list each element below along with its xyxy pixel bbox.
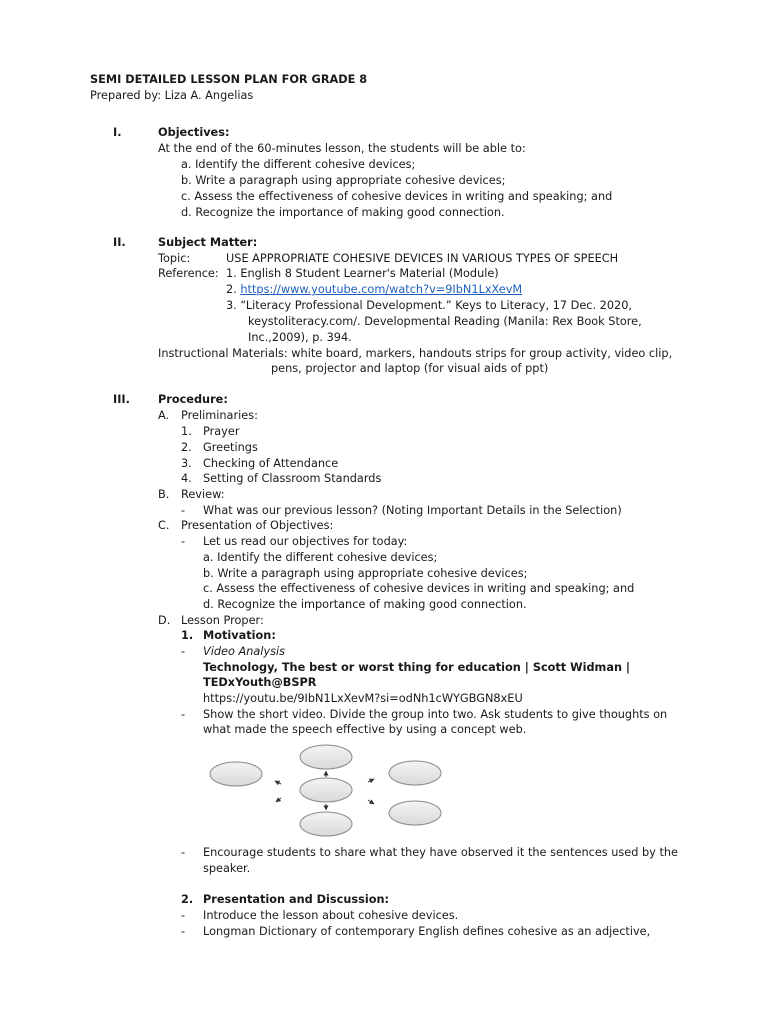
objective-item: b. Write a paragraph using appropriate cohesive devices; bbox=[203, 567, 528, 580]
concept-bubble-bottom bbox=[300, 812, 352, 836]
arrow-down-right bbox=[368, 800, 374, 804]
list-item: Setting of Classroom Standards bbox=[203, 472, 382, 485]
encourage-line-1: Encourage students to share what they have observed it the sentences used by the bbox=[203, 846, 678, 859]
introduce-lesson: Introduce the lesson about cohesive devices. bbox=[203, 909, 459, 922]
objective-item: a. Identify the different cohesive devices; bbox=[181, 158, 416, 171]
arrow-up-left bbox=[275, 781, 281, 784]
list-number: 3. bbox=[181, 457, 192, 470]
topic-text: USE APPROPRIATE COHESIVE DEVICES IN VARIOUS TYPES OF SPEECH bbox=[226, 252, 619, 265]
video-title-line-2: TEDxYouth@BSPR bbox=[203, 676, 317, 689]
concept-bubble-bottom-right bbox=[389, 801, 441, 825]
procedure-heading: Procedure: bbox=[158, 393, 228, 406]
list-number: 4. bbox=[181, 472, 192, 485]
materials-line-2: pens, projector and laptop (for visual aids of ppt) bbox=[271, 362, 549, 375]
step-letter: C. bbox=[158, 519, 170, 532]
objective-item: d. Recognize the importance of making good connection. bbox=[181, 206, 505, 219]
subject-matter-heading: Subject Matter: bbox=[158, 236, 258, 249]
bullet-dash: - bbox=[181, 708, 186, 721]
objective-item: c. Assess the effectiveness of cohesive devices in writing and speaking; and bbox=[181, 190, 613, 203]
motivation-heading: Motivation: bbox=[203, 629, 276, 642]
encourage-line-2: speaker. bbox=[203, 862, 251, 875]
bullet-dash: - bbox=[181, 925, 186, 938]
bullet-dash: - bbox=[181, 535, 186, 548]
list-number: 1. bbox=[181, 629, 194, 642]
video-title-line-1: Technology, The best or worst thing for education | Scott Widman | bbox=[203, 661, 631, 674]
review-label: Review: bbox=[181, 488, 225, 501]
step-letter: A. bbox=[158, 409, 170, 422]
video-url[interactable]: https://youtu.be/9IbN1LxXevM?si=odNh1cWYGBGN8xEU bbox=[203, 692, 523, 705]
show-video-line-1: Show the short video. Divide the group into two. Ask students to give thoughts on bbox=[203, 708, 668, 721]
step-letter: D. bbox=[158, 614, 171, 627]
section-numeral-objectives: I. bbox=[113, 126, 122, 139]
list-number: 2. bbox=[181, 441, 192, 454]
objective-item: b. Write a paragraph using appropriate cohesive devices; bbox=[181, 174, 506, 187]
reference-1: 1. English 8 Student Learner's Material (Module) bbox=[226, 267, 499, 280]
section-numeral-procedure: III. bbox=[113, 393, 130, 406]
concept-bubble-left bbox=[210, 762, 262, 786]
list-item: Greetings bbox=[203, 441, 258, 454]
bullet-dash: - bbox=[181, 504, 186, 517]
objectives-heading: Objectives: bbox=[158, 126, 230, 139]
reference-2-number: 2. bbox=[226, 283, 237, 296]
concept-bubble-center bbox=[300, 778, 352, 802]
objective-item: d. Recognize the importance of making good connection. bbox=[203, 598, 527, 611]
review-question: What was our previous lesson? (Noting Important Details in the Selection) bbox=[203, 504, 622, 517]
reference-3-line-1: 3. “Literacy Professional Development.” Keys to Literacy, 17 Dec. 2020, bbox=[226, 299, 633, 312]
preliminaries-label: Preliminaries: bbox=[181, 409, 258, 422]
youtube-link[interactable]: https://www.youtube.com/watch?v=9IbN1LxXevM bbox=[240, 283, 523, 296]
list-number: 2. bbox=[181, 893, 194, 906]
list-item: Checking of Attendance bbox=[203, 457, 339, 470]
reference-3-line-3: Inc.,2009), p. 394. bbox=[248, 331, 352, 344]
objectives-intro: At the end of the 60-minutes lesson, the students will be able to: bbox=[158, 142, 526, 155]
presentation-objectives-label: Presentation of Objectives: bbox=[181, 519, 334, 532]
show-video-line-2: what made the speech effective by using a concept web. bbox=[203, 723, 527, 736]
list-item: Prayer bbox=[203, 425, 240, 438]
objective-item: a. Identify the different cohesive devices; bbox=[203, 551, 438, 564]
lesson-proper-label: Lesson Proper: bbox=[181, 614, 264, 627]
objectives-read-intro: Let us read our objectives for today: bbox=[203, 535, 408, 548]
arrow-down-left bbox=[276, 798, 281, 802]
longman-definition: Longman Dictionary of contemporary English defines cohesive as an adjective, bbox=[203, 925, 651, 938]
concept-bubble-top bbox=[300, 745, 352, 769]
arrow-up-right bbox=[368, 779, 374, 782]
bullet-dash: - bbox=[181, 846, 186, 859]
objective-item: c. Assess the effectiveness of cohesive devices in writing and speaking; and bbox=[203, 582, 635, 595]
concept-bubble-top-right bbox=[389, 761, 441, 785]
reference-3-line-2: keystoliteracy.com/. Developmental Reading (Manila: Rex Book Store, bbox=[248, 315, 642, 328]
reference-label: Reference: bbox=[158, 267, 219, 280]
presentation-discussion-heading: Presentation and Discussion: bbox=[203, 893, 390, 906]
video-analysis-label: Video Analysis bbox=[203, 645, 286, 658]
materials-line-1: Instructional Materials: white board, markers, handouts strips for group activity, video clip, bbox=[158, 347, 673, 360]
topic-label: Topic: bbox=[158, 252, 191, 265]
section-numeral-subject-matter: II. bbox=[113, 236, 126, 249]
bullet-dash: - bbox=[181, 645, 186, 658]
document-title: SEMI DETAILED LESSON PLAN FOR GRADE 8 bbox=[90, 73, 368, 86]
list-number: 1. bbox=[181, 425, 192, 438]
step-letter: B. bbox=[158, 488, 170, 501]
prepared-by: Prepared by: Liza A. Angelias bbox=[90, 89, 254, 102]
bullet-dash: - bbox=[181, 909, 186, 922]
